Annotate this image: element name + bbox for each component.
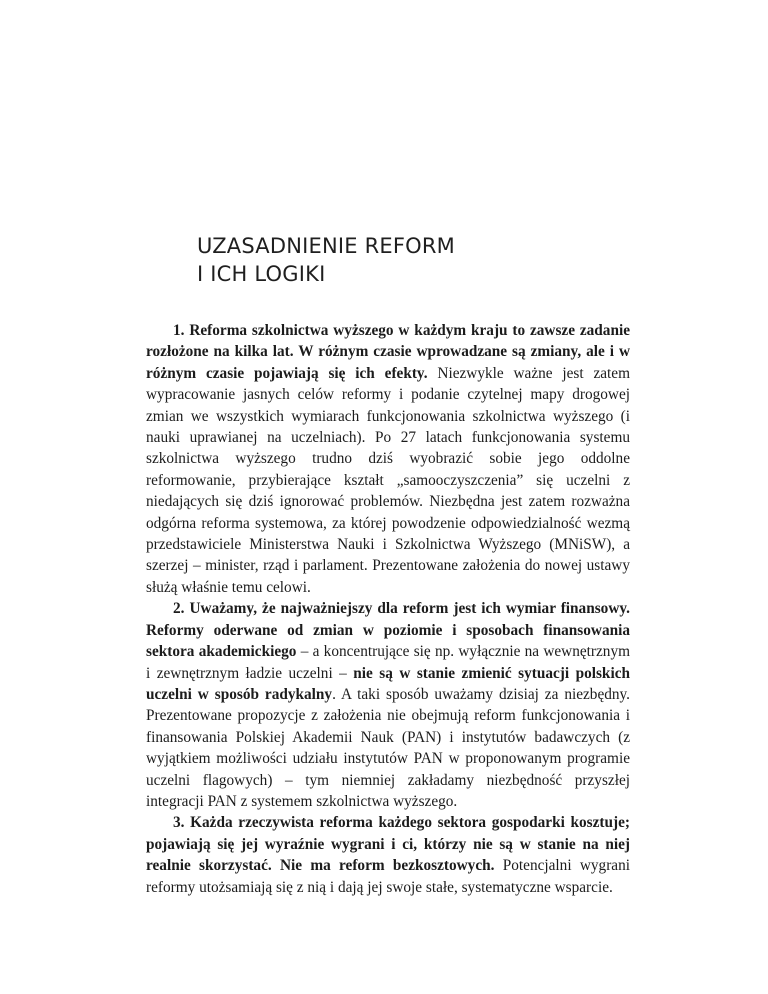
chapter-heading-line-2: I ICH LOGIKI [197,262,326,286]
paragraph-2-text-end: . A taki sposób uważamy dzisiaj za niezbędny. Prezentowane propozycje z założenia nie obejmują reform funkcjonowania i finansowania Polskiej Akademii Nauk (PAN) i instytutów badawczych (z wyjątkiem możliwości udziału instytutów PAN w proponowanym programie uczelni flagowych) – tym niemniej zakładamy niezbędność przyszłej integracji PAN z systemem szkolnictwa wyższego. [146,685,631,810]
chapter-heading [197,232,637,288]
paragraph-1-bold-intro: 1. Reforma szkolnictwa wyższego w każdym kraju to zawsze zadanie rozłożone na kilka lat. W różnym czasie wprowadzane są zmiany, ale i w różnym czasie pojawiają się ich efekty. [146,322,630,382]
paragraph-1 [146,320,630,598]
paragraph-2 [146,598,630,812]
paragraph-1-text: Niezwykle ważne jest zatem wypracowanie jasnych celów reformy i podanie czytelnej mapy drogowej zmian we wszystkich wymiarach funkcjonowania szkolnictwa wyższego (i nauki uprawianej na uczelniach). Po 27 latach funkcjonowania systemu szkolnictwa wyższego trudno dziś wyobrazić sobie jego oddolne reformowanie, przybierające kształt „samooczyszczenia” się uczelni z niedających się dziś ignorować problemów. Niezbędna jest zatem rozważna odgórna reforma systemowa, za której powodzenie odpowiedzialność wezmą przedstawiciele Ministerstwa Nauki i Szkolnictwa Wyższego (MNiSW), a szerzej – minister, rząd i parlament. Prezentowane założenia do nowej ustawy służą właśnie temu celowi. [146,364,630,596]
paragraph-3-text: Potencjalni wygrani reformy utożsamiają się z nią i dają jej swoje stałe, systematyczne wsparcie. [146,857,630,896]
paragraph-2-bold-intro: 2. Uważamy, że najważniejszy dla reform jest ich wymiar finansowy. Reformy oderwane od zmian w poziomie i sposobach finansowania sektora akademickiego [146,600,630,661]
chapter-heading-line-1: UZASADNIENIE REFORM [197,234,456,258]
paragraph-3-bold-intro: 3. Każda rzeczywista reforma każdego sektora gospodarki kosztuje; pojawiają się jej wyraźnie wygrani i ci, którzy nie są w stanie na niej realnie skorzystać. Nie ma reform bezkosztowych. [146,814,630,875]
body-text [146,320,630,898]
paragraph-3 [146,812,630,898]
paragraph-2-bold-emphasis: nie są w stanie zmienić sytuacji polskich uczelni w sposób radykalny [146,664,630,703]
paragraph-2-text: – a koncentrujące się np. wyłącznie na wewnętrznym i zewnętrznym ładzie uczelni – [146,643,630,682]
